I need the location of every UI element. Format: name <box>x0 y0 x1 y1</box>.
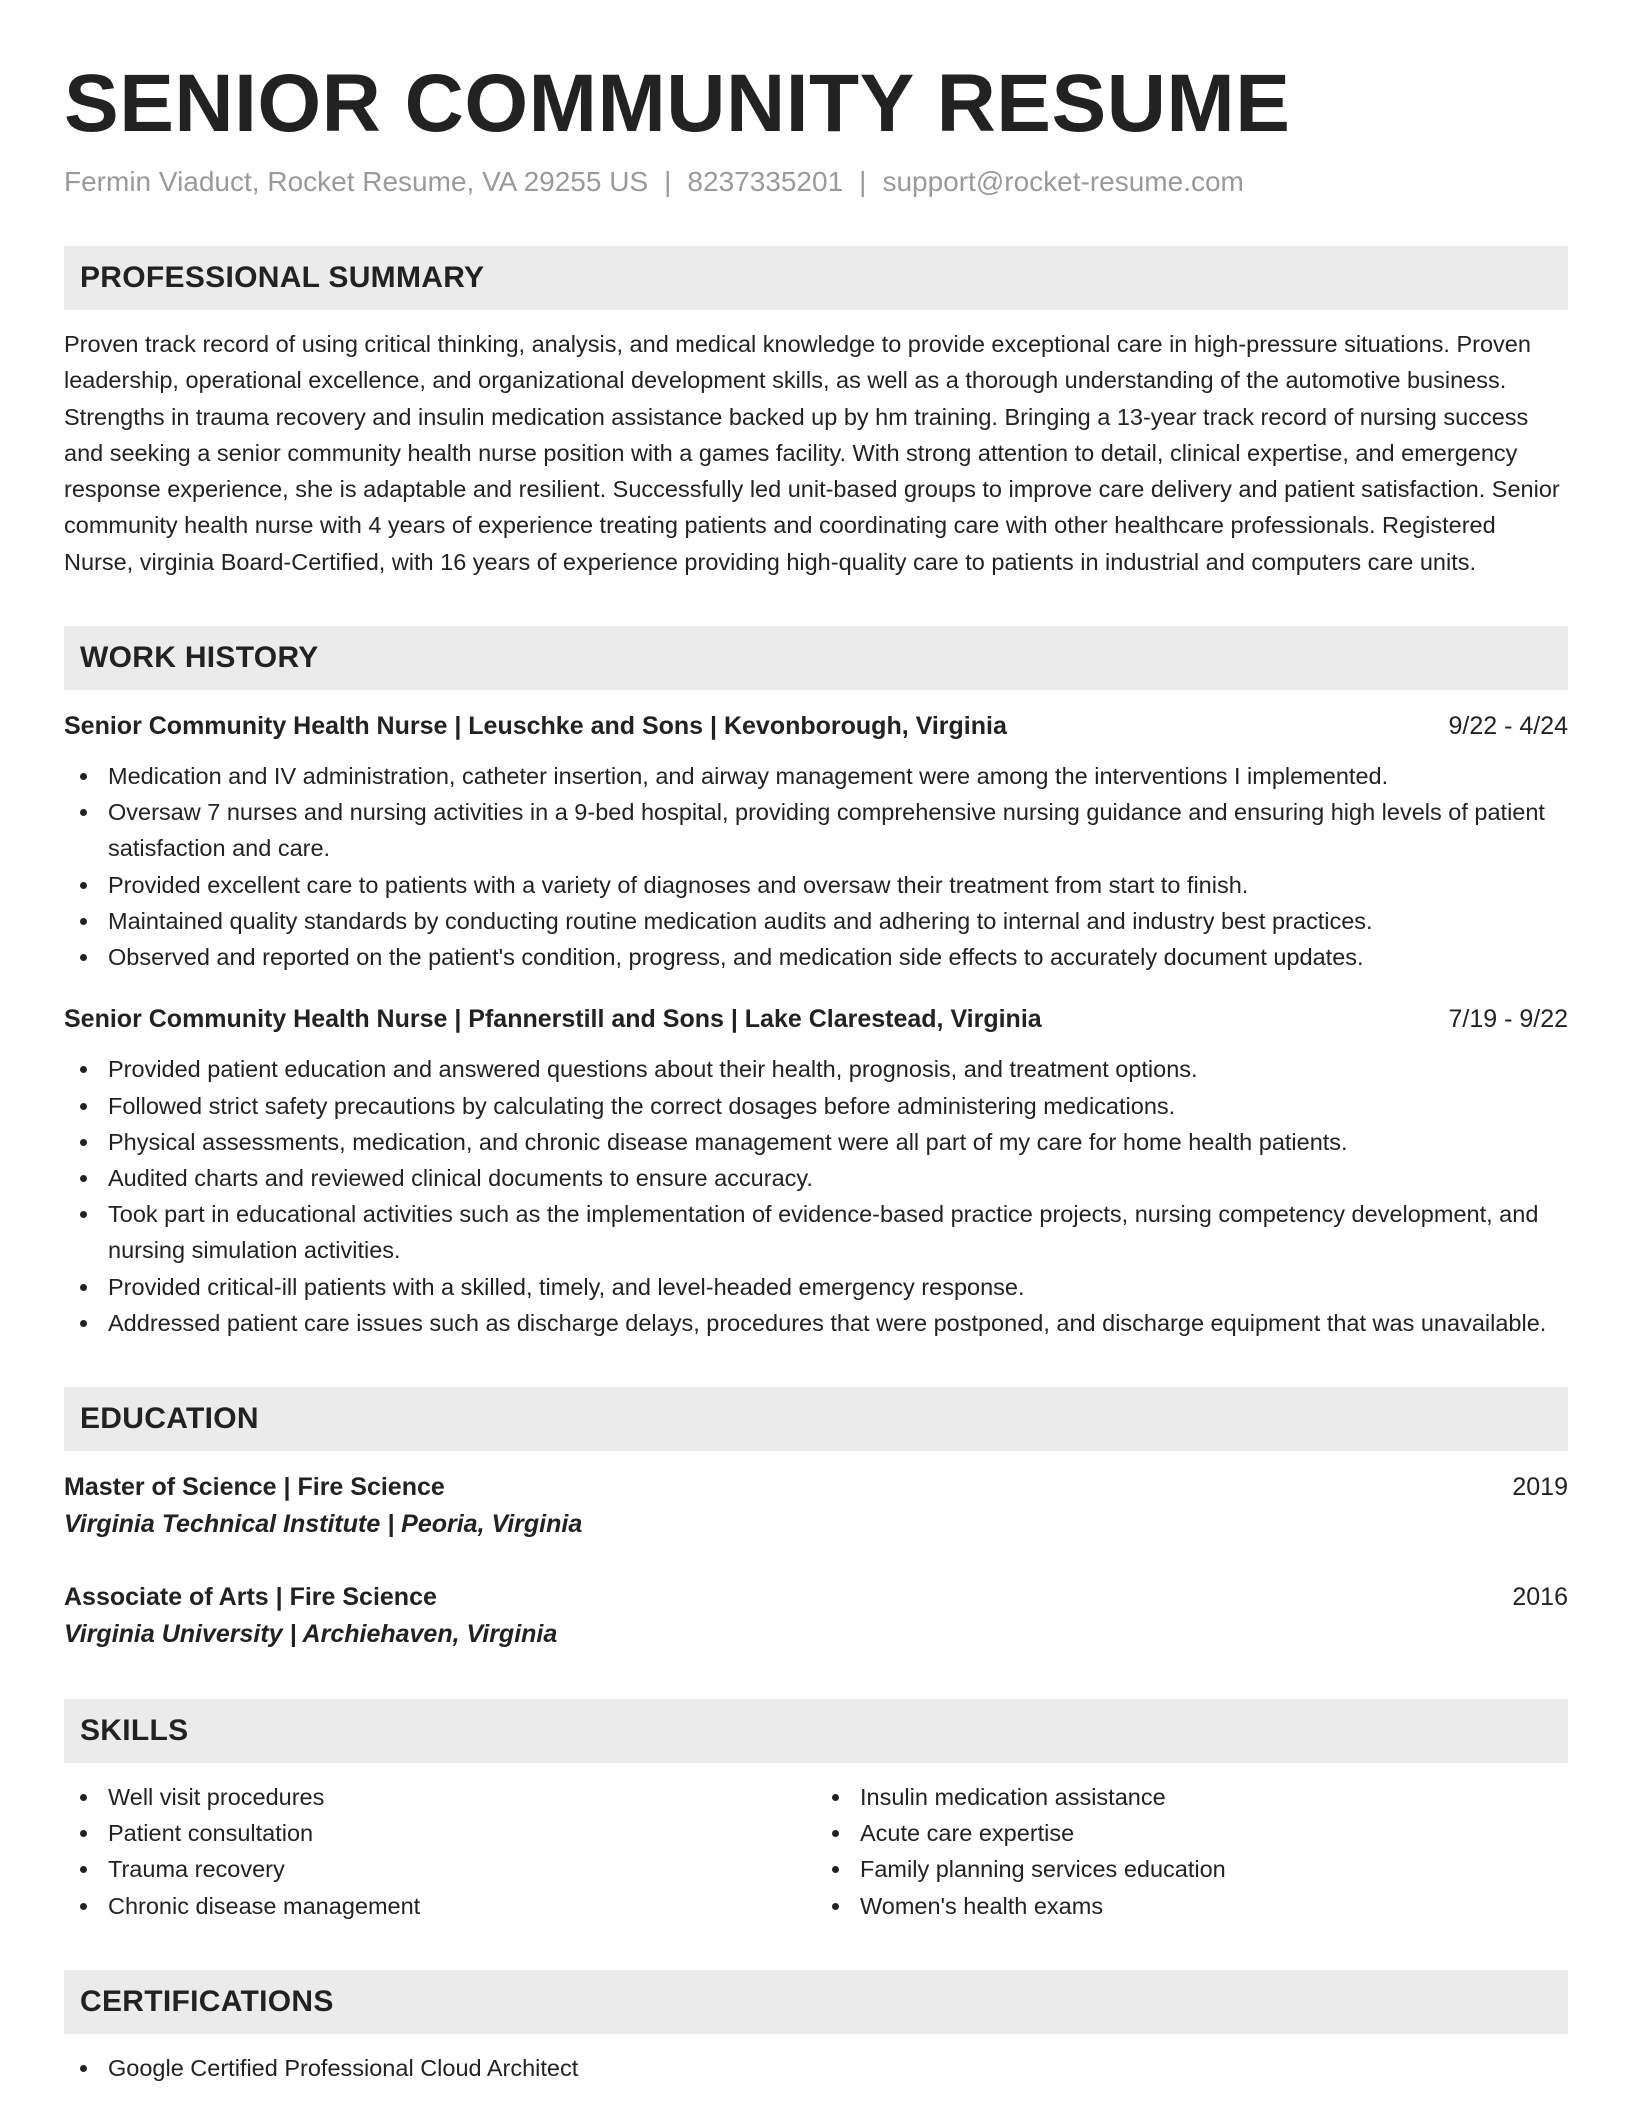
job-bullet: Provided patient education and answered questions about their health, prognosis, and treatment options. <box>64 1051 1568 1087</box>
contact-email: support@rocket-resume.com <box>882 166 1244 197</box>
education-year: 2016 <box>1512 1582 1568 1611</box>
job-title: Senior Community Health Nurse | Pfannerstill and Sons | Lake Clarestead, Virginia <box>64 1005 1042 1034</box>
skill-item: Chronic disease management <box>64 1888 816 1924</box>
skills-bullet-list <box>816 1779 1568 1924</box>
section-header-work-history: WORK HISTORY <box>64 626 1568 690</box>
certifications-bullet-list <box>64 2050 1568 2086</box>
job-bullet: Audited charts and reviewed clinical documents to ensure accuracy. <box>64 1160 1568 1196</box>
section-header-education: EDUCATION <box>64 1387 1568 1451</box>
contact-address: Fermin Viaduct, Rocket Resume, VA 29255 US <box>64 166 649 197</box>
skill-item: Women's health exams <box>816 1888 1568 1924</box>
skills-bullet-list <box>64 1779 816 1924</box>
skill-item: Trauma recovery <box>64 1851 816 1887</box>
job-bullet: Observed and reported on the patient's condition, progress, and medication side effects to accurately document updates. <box>64 939 1568 975</box>
education-entry <box>64 1579 1568 1653</box>
skill-item: Patient consultation <box>64 1815 816 1851</box>
contact-line <box>64 164 1568 200</box>
education-header <box>64 1469 1568 1505</box>
skills-list <box>64 1779 1568 1924</box>
skills-column-left <box>64 1779 816 1924</box>
job-header <box>64 1001 1568 1037</box>
certification-item: Google Certified Professional Cloud Architect <box>64 2050 1568 2086</box>
job-bullet: Provided critical-ill patients with a skilled, timely, and level-headed emergency response. <box>64 1269 1568 1305</box>
education-year: 2019 <box>1512 1472 1568 1501</box>
job-bullet: Physical assessments, medication, and chronic disease management were all part of my care for home health patients. <box>64 1124 1568 1160</box>
job-title: Senior Community Health Nurse | Leuschke and Sons | Kevonborough, Virginia <box>64 712 1007 741</box>
skill-item: Acute care expertise <box>816 1815 1568 1851</box>
education-school: Virginia Technical Institute | Peoria, Virginia <box>64 1509 583 1538</box>
job-bullet: Maintained quality standards by conducting routine medication audits and adhering to internal and industry best practices. <box>64 903 1568 939</box>
education-degree: Associate of Arts | Fire Science <box>64 1582 437 1611</box>
job-bullet-list <box>64 758 1568 975</box>
job-entry <box>64 708 1568 975</box>
resume-title: SENIOR COMMUNITY RESUME <box>64 58 1291 149</box>
skill-item: Well visit procedures <box>64 1779 816 1815</box>
skills-column-right <box>816 1779 1568 1924</box>
skill-item: Family planning services education <box>816 1851 1568 1887</box>
skill-item: Insulin medication assistance <box>816 1779 1568 1815</box>
job-bullet: Addressed patient care issues such as discharge delays, procedures that were postponed, and discharge equipment that was unavailable. <box>64 1305 1568 1341</box>
contact-separator: | <box>859 166 867 197</box>
education-degree: Master of Science | Fire Science <box>64 1472 445 1501</box>
summary-text: Proven track record of using critical thinking, analysis, and medical knowledge to provide exceptional care in high-pressure situations. Proven leadership, operational excellence, and organizational development skills, as well as a thorough understanding of the automotive business. Strengths in trauma recovery and insulin medication assistance backed up by hm training. Bringing a 13-year track record of nursing success and seeking a senior community health nurse position with a games facility. With strong attention to detail, clinical expertise, and emergency response experience, she is adaptable and resilient. Successfully led unit-based groups to improve care delivery and patient satisfaction. Senior community health nurse with 4 years of experience treating patients and coordinating care with other healthcare professionals. Registered Nurse, virginia Board-Certified, with 16 years of experience providing high-quality care to patients in industrial and computers care units. <box>64 331 1560 575</box>
job-header <box>64 708 1568 744</box>
education-school: Virginia University | Archiehaven, Virginia <box>64 1619 558 1648</box>
job-bullet: Took part in educational activities such as the implementation of evidence-based practice projects, nursing competency development, and nursing simulation activities. <box>64 1196 1568 1268</box>
job-dates: 9/22 - 4/24 <box>1448 712 1568 741</box>
job-bullet: Provided excellent care to patients with a variety of diagnoses and oversaw their treatment from start to finish. <box>64 867 1568 903</box>
education-entry <box>64 1469 1568 1543</box>
job-entry <box>64 1001 1568 1341</box>
job-dates: 7/19 - 9/22 <box>1448 1005 1568 1034</box>
section-header-summary: PROFESSIONAL SUMMARY <box>64 246 1568 310</box>
education-header <box>64 1579 1568 1615</box>
section-header-certifications: CERTIFICATIONS <box>64 1970 1568 2034</box>
job-bullet: Oversaw 7 nurses and nursing activities in a 9-bed hospital, providing comprehensive nursing guidance and ensuring high levels of patient satisfaction and care. <box>64 794 1568 866</box>
contact-phone: 8237335201 <box>687 166 844 197</box>
job-bullet: Followed strict safety precautions by calculating the correct dosages before administering medications. <box>64 1088 1568 1124</box>
contact-separator: | <box>664 166 672 197</box>
job-bullet: Medication and IV administration, catheter insertion, and airway management were among the interventions I implemented. <box>64 758 1568 794</box>
section-header-skills: SKILLS <box>64 1699 1568 1763</box>
job-bullet-list <box>64 1051 1568 1341</box>
certifications-list <box>64 2050 1568 2086</box>
